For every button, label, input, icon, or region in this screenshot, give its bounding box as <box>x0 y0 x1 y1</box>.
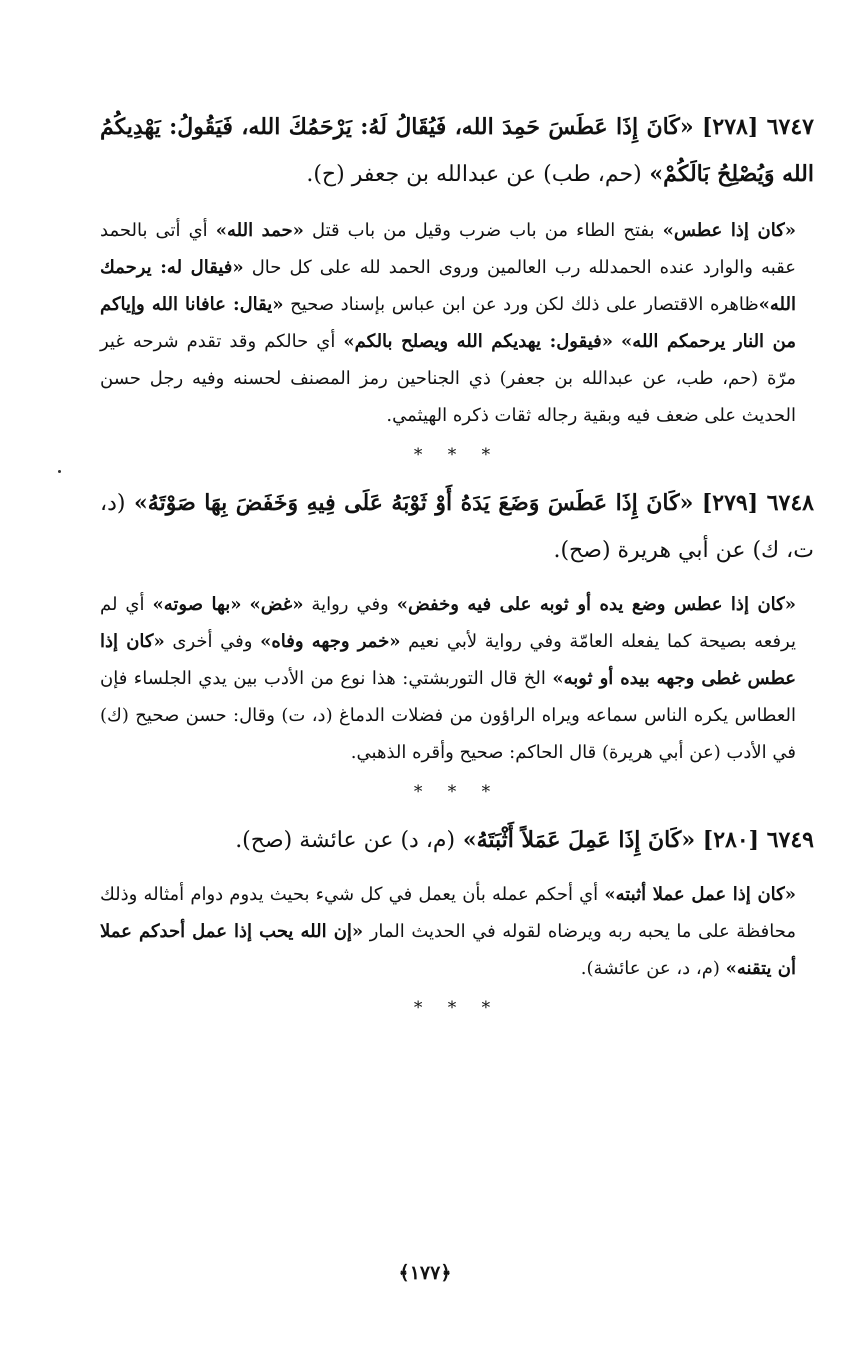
hadith-number: ٦٧٤٨ <box>766 490 814 516</box>
hadith-sub-number: [٢٧٩] <box>701 490 759 516</box>
hadith-number: ٦٧٤٧ <box>766 114 814 140</box>
commentary-quote: «فيقال له: يرحمك الله» <box>100 257 797 315</box>
commentary-text: وفي أخرى <box>164 631 261 652</box>
hadith-text <box>100 817 814 864</box>
separator-stars: * * * <box>413 782 501 802</box>
hadith-text <box>100 104 814 198</box>
hadith-entry-6749 <box>100 817 814 1023</box>
separator-stars: * * * <box>413 445 501 465</box>
hadith-number: ٦٧٤٩ <box>766 827 814 853</box>
commentary-quote: «كان إذا عطس وضع يده أو ثوبه على فيه وخفض» <box>396 594 796 615</box>
hadith-matn: «كَانَ إِذَا عَمِلَ عَمَلاً أَثْبَتَهُ» <box>462 827 696 853</box>
hadith-matn: «كَانَ إِذَا عَطَسَ حَمِدَ الله، فَيُقَالُ لَهُ: يَرْحَمُكَ الله، فَيَقُولُ: يَهْدِيكُمُ الله وَيُصْلِحُ بَالَكُمْ» <box>100 114 814 187</box>
hadith-sub-number: [٢٨٠] <box>702 827 760 853</box>
commentary-text: (م، د، عن عائشة). <box>580 958 726 979</box>
commentary-text: ظاهره الاقتصار على ذلك لكن ورد عن ابن عباس بإسناد صحيح <box>283 294 759 315</box>
commentary-text: الخ قال التوربشتي: هذا نوع من الأدب بين يدي الجلساء فإن العطاس يكره الناس سماعه ويراه الراؤون من فضلات الدماغ (د، ت) وقال: حسن صحيح (ك) في الأدب (عن أبي هريرة) قال الحاكم: صحيح وأقره الذهبي. <box>100 668 796 763</box>
hadith-source: (حم، طب) عن عبدالله بن جعفر (ح). <box>306 162 642 187</box>
commentary-text: بفتح الطاء من باب ضرب وقيل من باب قتل <box>303 220 663 241</box>
commentary-quote: «خمر وجهه وفاه» <box>260 631 401 652</box>
commentary <box>100 212 814 434</box>
commentary-text: أي حالكم وقد تقدم شرحه غير مرّة (حم، طب، عن عبدالله بن جعفر) ذي الجناحين رمز المصنف لحسنه وفيه رجل حسن الحديث على ضعف فيه وبقية رجاله ثقات ذكره الهيثمي. <box>100 331 796 426</box>
commentary <box>100 876 814 987</box>
hadith-entry-6747 <box>100 104 814 470</box>
commentary-quote: «فيقول: يهديكم الله ويصلح بالكم» <box>343 331 613 352</box>
separator-stars: * * * <box>413 998 501 1018</box>
commentary-text: أي أتى بالحمد عقبه والوارد عنده الحمدلله رب العالمين وروى الحمد لله على كل حال <box>100 220 796 278</box>
hadith-source: (م، د) عن عائشة (صح). <box>235 828 456 853</box>
commentary <box>100 586 814 771</box>
commentary-quote: «إن الله يحب إذا عمل أحدكم عملا أن يتقنه» <box>100 921 796 979</box>
commentary-quote: «كان إذا عمل عملا أثبته» <box>604 884 796 905</box>
hadith-text <box>100 480 814 574</box>
commentary-text <box>613 331 621 352</box>
commentary-text: وفي رواية <box>303 594 397 615</box>
page-number: ﴿١٧٧﴾ <box>398 1262 452 1284</box>
commentary-text: أي لم يرفعه بصيحة كما يفعله العامّة وفي رواية لأبي نعيم <box>100 594 796 652</box>
hadith-source: (د، ت، ك) عن أبي هريرة (صح). <box>100 491 814 563</box>
hadith-sub-number: [٢٧٨] <box>702 114 759 140</box>
commentary-quote: «كان إذا عطس» <box>662 220 797 241</box>
commentary-text <box>242 594 250 615</box>
page-body <box>100 104 814 1033</box>
commentary-quote: «كان إذا عطس غطى وجهه بيده أو ثوبه» <box>100 631 796 689</box>
commentary-text: أي أحكم عمله بأن يعمل في كل شيء بحيث يدوم دوام أمثاله وذلك محافظة على ما يحبه ربه ويرضاه لقوله في الحديث المار <box>100 884 796 942</box>
margin-mark <box>58 470 61 473</box>
commentary-quote: «بها صوته» <box>152 594 242 615</box>
commentary-quote: «حمد الله» <box>215 220 304 241</box>
commentary-quote: «يقال: عافانا الله وإياكم من النار يرحمكم الله» <box>100 294 796 352</box>
hadith-entry-6748 <box>100 480 814 807</box>
hadith-matn: «كَانَ إِذَا عَطَسَ وَضَعَ يَدَهُ أَوْ ثَوْبَهُ عَلَى فِيهِ وَخَفَضَ بِهَا صَوْتَهُ» <box>134 490 694 516</box>
commentary-quote: «غض» <box>249 594 304 615</box>
